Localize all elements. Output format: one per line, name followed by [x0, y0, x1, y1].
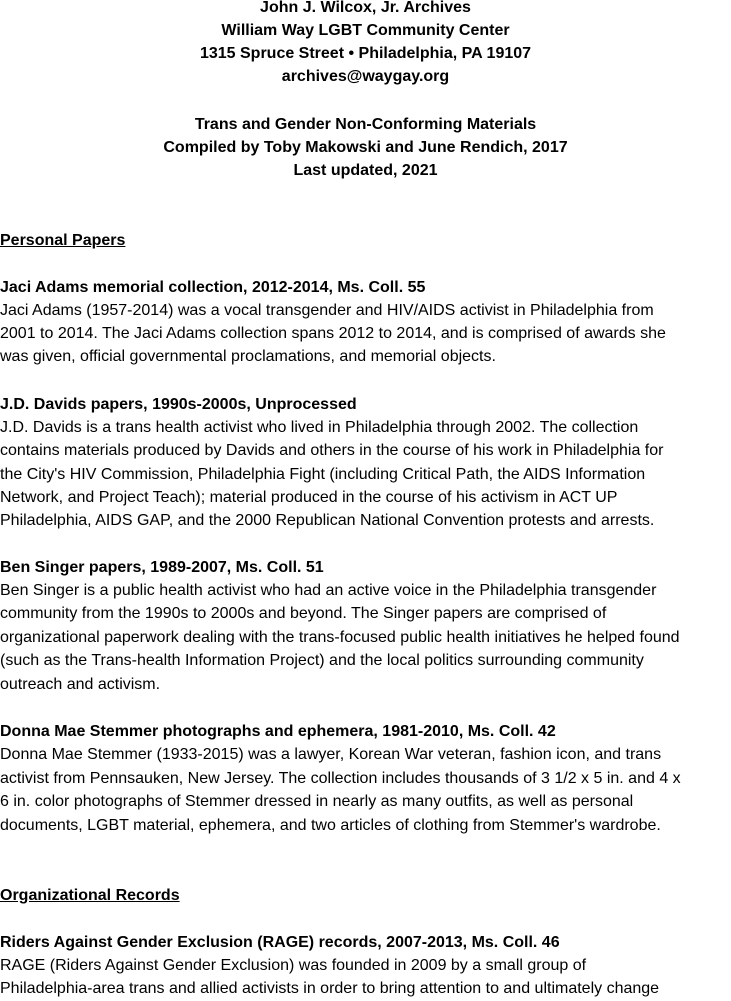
section-heading-personal-papers: Personal Papers	[0, 232, 126, 249]
entry-text-line: Philadelphia-area trans and allied activists in order to bring attention to and ultimately change	[0, 980, 660, 997]
address: 1315 Spruce Street • Philadelphia, PA 19107	[199, 45, 532, 62]
entry-text-line: RAGE (Riders Against Gender Exclusion) was founded in 2009 by a small group of	[0, 957, 587, 974]
entry-title: Ben Singer papers, 1989-2007, Ms. Coll. 51	[0, 559, 324, 576]
entry-text-line: Donna Mae Stemmer (1933-2015) was a lawyer, Korean War veteran, fashion icon, and trans	[0, 746, 662, 763]
compiled-by: Compiled by Toby Makowski and June Rendich, 2017	[163, 139, 568, 156]
entry-text-line: community from the 1990s to 2000s and beyond. The Singer papers are comprised of	[0, 605, 607, 622]
entry-text-line: outreach and activism.	[0, 676, 161, 693]
entry-text-line: the City's HIV Commission, Philadelphia Fight (including Critical Path, the AIDS Information	[0, 466, 646, 483]
entry-text-line: Philadelphia, AIDS GAP, and the 2000 Republican National Convention protests and arrests.	[0, 512, 655, 529]
entry-text-line: J.D. Davids is a trans health activist who lived in Philadelphia through 2002. The collection	[0, 419, 639, 436]
archive-name: John J. Wilcox, Jr. Archives	[260, 0, 471, 16]
entry-title: Riders Against Gender Exclusion (RAGE) records, 2007-2013, Ms. Coll. 46	[0, 934, 560, 951]
entry-title: Donna Mae Stemmer photographs and ephemera, 1981-2010, Ms. Coll. 42	[0, 723, 556, 740]
section-heading-organizational-records: Organizational Records	[0, 887, 180, 904]
entry-title: Jaci Adams memorial collection, 2012-2014, Ms. Coll. 55	[0, 279, 426, 296]
entry-text-line: was given, official governmental proclamations, and memorial objects.	[0, 348, 496, 365]
email-address: archives@waygay.org	[281, 68, 450, 85]
entry-text-line: organizational paperwork dealing with the trans-focused public health initiatives he helped found	[0, 629, 680, 646]
entry-text-line: contains materials produced by Davids and others in the course of his work in Philadelphia for	[0, 442, 664, 459]
entry-text-line: 2001 to 2014. The Jaci Adams collection spans 2012 to 2014, and is comprised of awards she	[0, 325, 666, 342]
entry-text-line: Ben Singer is a public health activist who had an active voice in the Philadelphia transgender	[0, 582, 657, 599]
entry-text-line: 6 in. color photographs of Stemmer dressed in nearly as many outfits, as well as personal	[0, 793, 634, 810]
entry-title: J.D. Davids papers, 1990s-2000s, Unprocessed	[0, 396, 357, 413]
center-name: William Way LGBT Community Center	[221, 22, 510, 39]
entry-text-line: Jaci Adams (1957-2014) was a vocal transgender and HIV/AIDS activist in Philadelphia from	[0, 302, 654, 319]
entry-text-line: activist from Pennsauken, New Jersey. The collection includes thousands of 3 1/2 x 5 in. and 4 x	[0, 770, 681, 787]
entry-text-line: (such as the Trans-health Information Project) and the local politics surrounding community	[0, 652, 644, 669]
entry-text-line: documents, LGBT material, ephemera, and two articles of clothing from Stemmer's wardrobe.	[0, 817, 661, 834]
entry-text-line: Network, and Project Teach); material produced in the course of his activism in ACT UP	[0, 489, 618, 506]
last-updated: Last updated, 2021	[293, 162, 438, 179]
document-title: Trans and Gender Non-Conforming Materials	[194, 116, 537, 133]
